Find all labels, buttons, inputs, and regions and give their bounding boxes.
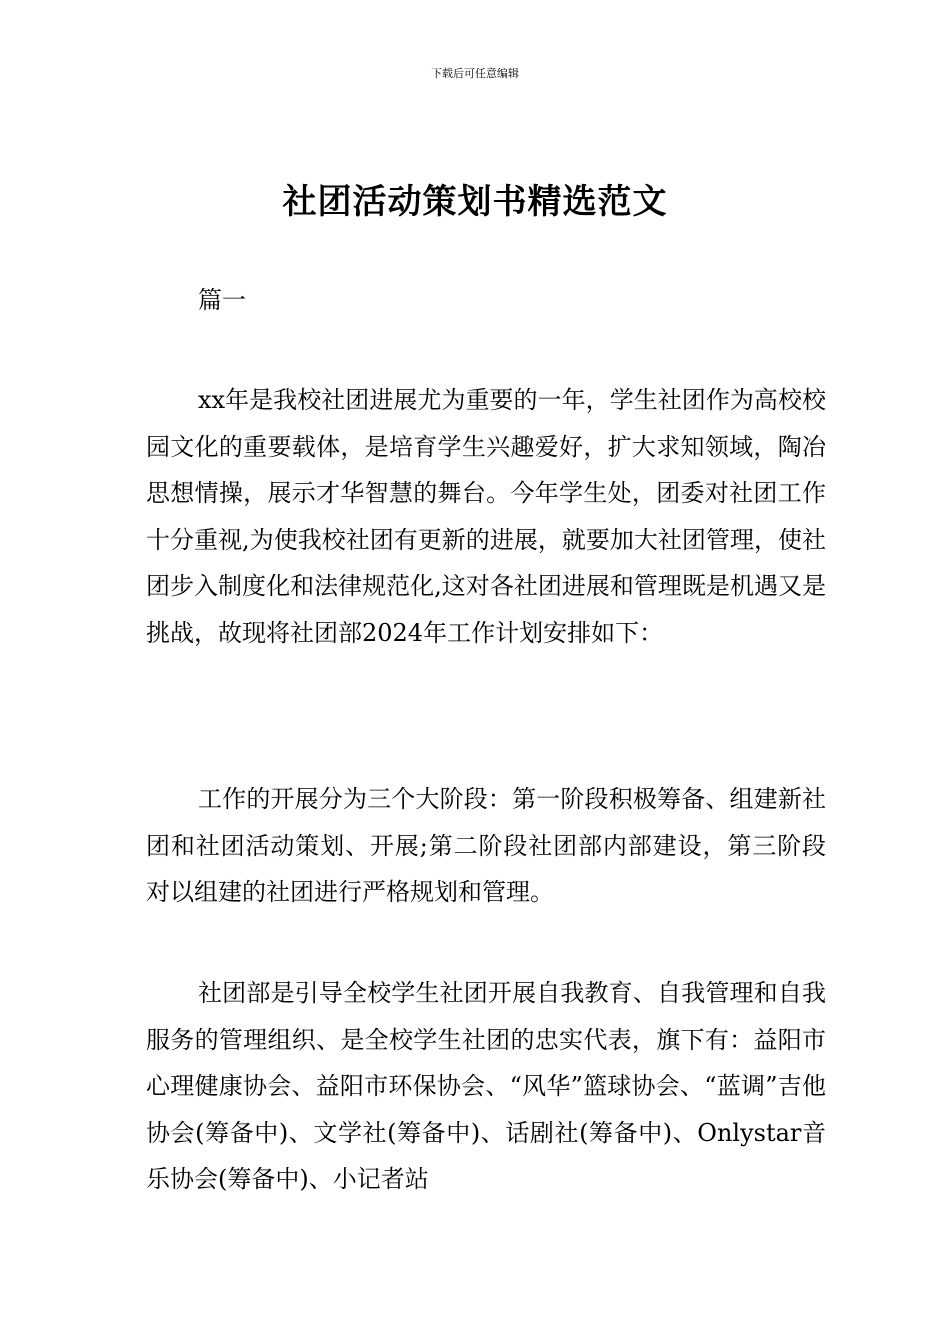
paragraph-3: 社团部是引导全校学生社团开展自我教育、自我管理和自我服务的管理组织、是全校学生社团的忠实代表，旗下有：益阳市心理健康协会、益阳市环保协会、“风华”篮球协会、“蓝调”吉他协会(筹备中)、文学社(筹备中)、话剧社(筹备中)、Onlystar音乐协会(筹备中)、小记者站	[146, 979, 826, 1193]
document-title: 社团活动策划书精选范文	[282, 182, 668, 222]
paragraph-1: xx年是我校社团进展尤为重要的一年，学生社团作为高校校园文化的重要载体，是培育学生兴趣爱好，扩大求知领域，陶冶思想情操，展示才华智慧的舞台。今年学生处，团委对社团工作十分重视,为使我校社团有更新的进展，就要加大社团管理，使社团步入制度化和法律规范化,这对各社团进展和管理既是机遇又是挑战，故现将社团部2024年工作计划安排如下：	[146, 386, 826, 647]
paragraph-2: 工作的开展分为三个大阶段：第一阶段积极筹备、组建新社团和社团活动策划、开展;第二阶段社团部内部建设，第三阶段对以组建的社团进行严格规划和管理。	[146, 785, 826, 906]
header-note: 下载后可任意编辑	[431, 67, 519, 80]
section-heading: 篇一	[198, 286, 246, 314]
